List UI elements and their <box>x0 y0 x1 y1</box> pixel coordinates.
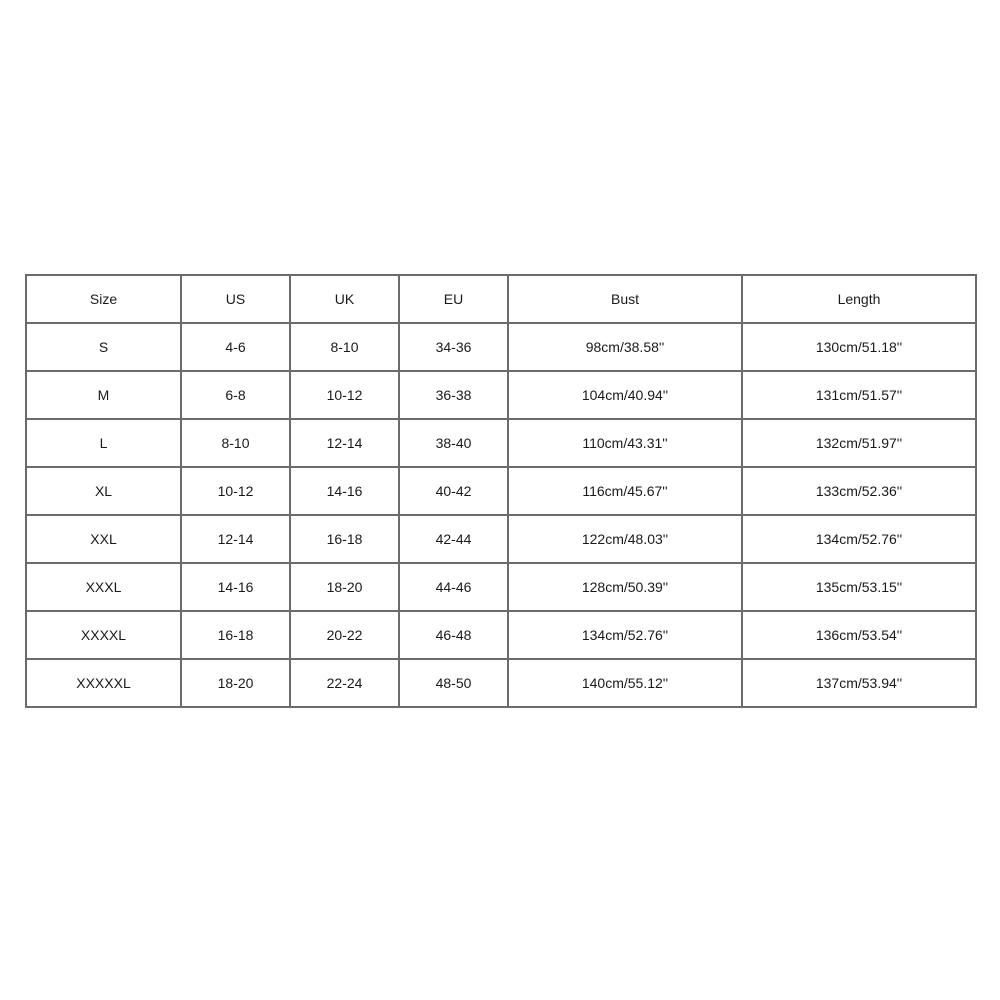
cell-length: 137cm/53.94'' <box>742 659 976 707</box>
table-row <box>26 563 976 611</box>
cell-size: XL <box>26 467 181 515</box>
table-body <box>26 323 976 707</box>
cell-us: 10-12 <box>181 467 290 515</box>
header-us: US <box>181 275 290 323</box>
table-row <box>26 323 976 371</box>
cell-uk: 14-16 <box>290 467 399 515</box>
cell-bust: 104cm/40.94'' <box>508 371 742 419</box>
cell-size: S <box>26 323 181 371</box>
cell-size: M <box>26 371 181 419</box>
cell-uk: 10-12 <box>290 371 399 419</box>
header-eu: EU <box>399 275 508 323</box>
cell-bust: 98cm/38.58'' <box>508 323 742 371</box>
cell-eu: 42-44 <box>399 515 508 563</box>
cell-length: 136cm/53.54'' <box>742 611 976 659</box>
cell-eu: 40-42 <box>399 467 508 515</box>
cell-length: 134cm/52.76'' <box>742 515 976 563</box>
cell-eu: 44-46 <box>399 563 508 611</box>
cell-us: 16-18 <box>181 611 290 659</box>
cell-size: XXXXL <box>26 611 181 659</box>
cell-size: XXXL <box>26 563 181 611</box>
cell-eu: 34-36 <box>399 323 508 371</box>
cell-eu: 36-38 <box>399 371 508 419</box>
header-length: Length <box>742 275 976 323</box>
cell-uk: 20-22 <box>290 611 399 659</box>
cell-eu: 38-40 <box>399 419 508 467</box>
table-row <box>26 419 976 467</box>
header-uk: UK <box>290 275 399 323</box>
cell-size: XXXXXL <box>26 659 181 707</box>
cell-bust: 116cm/45.67'' <box>508 467 742 515</box>
cell-size: L <box>26 419 181 467</box>
table-row <box>26 515 976 563</box>
cell-bust: 122cm/48.03'' <box>508 515 742 563</box>
cell-us: 14-16 <box>181 563 290 611</box>
table-row <box>26 467 976 515</box>
table-row <box>26 371 976 419</box>
cell-us: 18-20 <box>181 659 290 707</box>
cell-uk: 22-24 <box>290 659 399 707</box>
cell-length: 133cm/52.36'' <box>742 467 976 515</box>
cell-eu: 46-48 <box>399 611 508 659</box>
cell-eu: 48-50 <box>399 659 508 707</box>
cell-uk: 12-14 <box>290 419 399 467</box>
cell-bust: 140cm/55.12'' <box>508 659 742 707</box>
cell-us: 4-6 <box>181 323 290 371</box>
table-header-row <box>26 275 976 323</box>
table-row <box>26 611 976 659</box>
cell-length: 131cm/51.57'' <box>742 371 976 419</box>
cell-length: 132cm/51.97'' <box>742 419 976 467</box>
cell-size: XXL <box>26 515 181 563</box>
cell-length: 135cm/53.15'' <box>742 563 976 611</box>
cell-length: 130cm/51.18'' <box>742 323 976 371</box>
cell-uk: 8-10 <box>290 323 399 371</box>
table-row <box>26 659 976 707</box>
cell-us: 12-14 <box>181 515 290 563</box>
cell-us: 8-10 <box>181 419 290 467</box>
size-chart-table <box>25 274 977 708</box>
header-size: Size <box>26 275 181 323</box>
cell-bust: 134cm/52.76'' <box>508 611 742 659</box>
cell-uk: 18-20 <box>290 563 399 611</box>
cell-bust: 128cm/50.39'' <box>508 563 742 611</box>
header-bust: Bust <box>508 275 742 323</box>
cell-bust: 110cm/43.31'' <box>508 419 742 467</box>
cell-uk: 16-18 <box>290 515 399 563</box>
cell-us: 6-8 <box>181 371 290 419</box>
